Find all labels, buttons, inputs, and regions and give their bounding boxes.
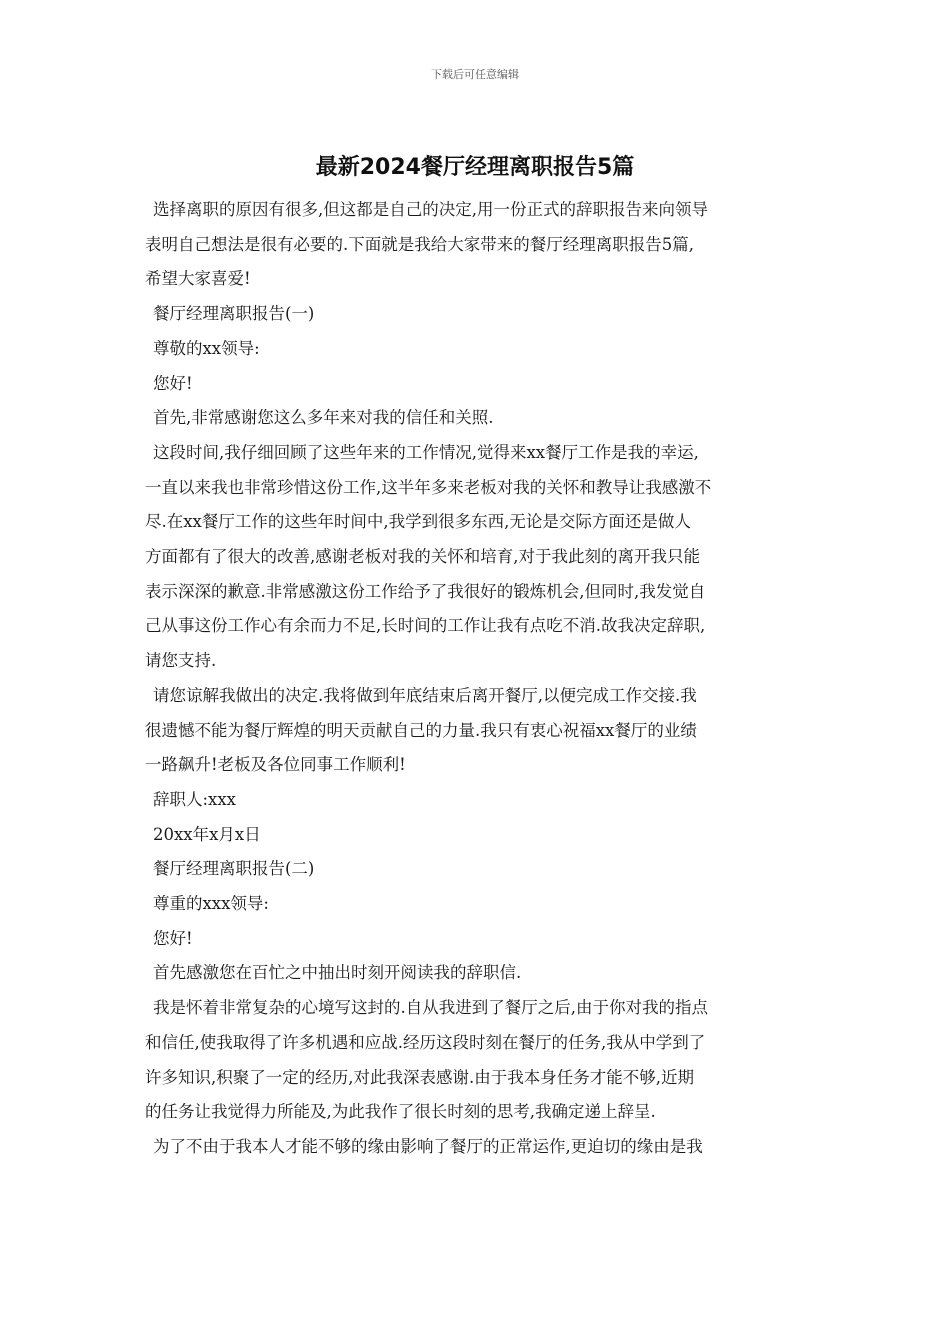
header-note: 下载后可任意编辑 bbox=[431, 68, 519, 81]
paragraph bbox=[145, 401, 807, 436]
paragraph bbox=[145, 297, 807, 332]
paragraph bbox=[145, 783, 807, 818]
paragraph bbox=[145, 852, 807, 887]
document-body bbox=[145, 193, 807, 1165]
text-line: 这段时间,我仔细回顾了这些年来的工作情况,觉得来xx餐厅工作是我的幸运, bbox=[153, 442, 699, 462]
text-line: 和信任,使我取得了许多机遇和应战.经历这段时刻在餐厅的任务,我从中学到了 bbox=[145, 1032, 706, 1052]
text-line: 一路飙升!老板及各位同事工作顺利! bbox=[145, 755, 406, 775]
text-line: 首先,非常感谢您这么多年来对我的信任和关照. bbox=[153, 408, 494, 428]
paragraph bbox=[145, 887, 807, 922]
text-line: 首先感激您在百忙之中抽出时刻开阅读我的辞职信. bbox=[153, 963, 522, 983]
text-line: 20xx年x月x日 bbox=[153, 824, 261, 844]
text-line: 选择离职的原因有很多,但这都是自己的决定,用一份正式的辞职报告来向领导 bbox=[153, 200, 708, 219]
text-line: 餐厅经理离职报告(一) bbox=[153, 304, 315, 324]
text-line: 表明自己想法是很有必要的.下面就是我给大家带来的餐厅经理离职报告5篇, bbox=[145, 234, 694, 254]
paragraph bbox=[145, 436, 807, 679]
paragraph bbox=[145, 367, 807, 402]
text-line: 希望大家喜爱! bbox=[145, 269, 251, 289]
paragraph bbox=[145, 956, 807, 991]
text-line: 您好! bbox=[153, 373, 193, 393]
text-line: 表示深深的歉意.非常感激这份工作给予了我很好的锻炼机会,但同时,我发觉自 bbox=[145, 581, 706, 601]
paragraph bbox=[145, 991, 807, 1130]
paragraph bbox=[145, 679, 807, 783]
text-line: 许多知识,积聚了一定的经历,对此我深表感谢.由于我本身任务才能不够,近期 bbox=[145, 1067, 694, 1087]
text-line: 请您支持. bbox=[145, 651, 217, 671]
text-line: 很遗憾不能为餐厅辉煌的明天贡献自己的力量.我只有衷心祝福xx餐厅的业绩 bbox=[145, 720, 697, 740]
text-line: 尽.在xx餐厅工作的这些年时间中,我学到很多东西,无论是交际方面还是做人 bbox=[145, 512, 691, 532]
paragraph bbox=[145, 332, 807, 367]
document-title: 最新2024餐厅经理离职报告5篇 bbox=[315, 155, 635, 180]
text-line: 己从事这份工作心有余而力不足,长时间的工作让我有点吃不消.故我决定辞职, bbox=[145, 616, 706, 636]
text-line: 的任务让我觉得力所能及,为此我作了很长时刻的思考,我确定递上辞呈. bbox=[145, 1102, 656, 1122]
text-line: 一直以来我也非常珍惜这份工作,这半年多来老板对我的关怀和教导让我感激不 bbox=[145, 477, 712, 497]
paragraph bbox=[145, 922, 807, 957]
text-line: 方面都有了很大的改善,感谢老板对我的关怀和培育,对于我此刻的离开我只能 bbox=[145, 547, 700, 567]
text-line: 辞职人:xxx bbox=[153, 789, 236, 809]
paragraph bbox=[145, 193, 807, 297]
text-line: 尊敬的xx领导: bbox=[153, 338, 260, 358]
paragraph bbox=[145, 818, 807, 853]
text-line: 餐厅经理离职报告(二) bbox=[153, 859, 315, 879]
text-line: 请您谅解我做出的决定.我将做到年底结束后离开餐厅,以便完成工作交接.我 bbox=[153, 685, 697, 705]
text-line: 为了不由于我本人才能不够的缘由影响了餐厅的正常运作,更迫切的缘由是我 bbox=[153, 1136, 703, 1156]
text-line: 尊重的xxx领导: bbox=[153, 894, 269, 914]
text-line: 您好! bbox=[153, 928, 193, 948]
text-line: 我是怀着非常复杂的心境写这封的.自从我进到了餐厅之后,由于你对我的指点 bbox=[153, 998, 708, 1018]
paragraph bbox=[145, 1130, 807, 1165]
